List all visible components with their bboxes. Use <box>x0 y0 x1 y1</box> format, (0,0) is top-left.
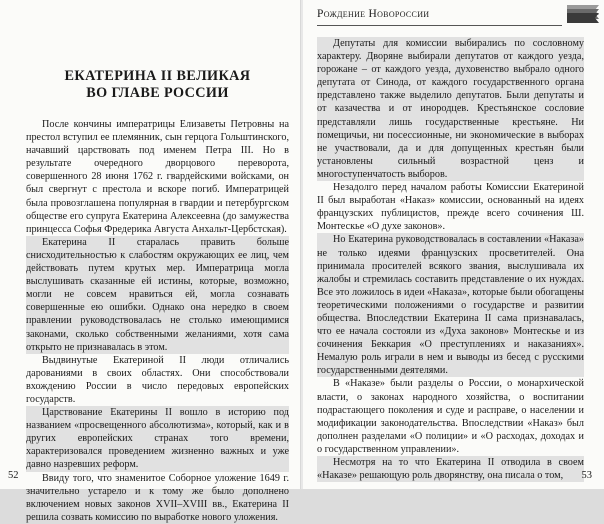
chapter-title-line-2: ВО ГЛАВЕ РОССИИ <box>86 85 229 101</box>
chapter-title <box>26 68 289 102</box>
left-paragraph-4: Царствование Екатерины II вошло в историю под названием «просвещенного абсолютизма», который, как и в других европейских странах того времени, характеризовался проведением жизненно важных и уже давно назревших реформ. <box>26 407 289 471</box>
left-page-number: 52 <box>8 470 19 481</box>
right-page <box>303 0 604 489</box>
left-page <box>0 0 301 523</box>
running-head: Рождение Новороссии <box>317 8 430 20</box>
tricolor-ribbon-icon <box>565 3 601 27</box>
left-paragraph-5: Ввиду того, что знаменитое Соборное уложение 1649 г. значительно устарело и к тому же было дополнено включением новых законов XVII–XVIII вв., Екатерина II решила созвать комиссию по выработке нового уложения. <box>26 472 289 523</box>
left-paragraph-1: После кончины императрицы Елизаветы Петровны на престол вступил ее племянник, сын герцога Гольштинского, начавший царствовать под именем Петра III. Но в результате очередного дворцового переворота, совершенного 28 июня 1762 г. гвардейскими войсками, он был свергнут с престола и вскоре погиб. Императрицей была провозглашена популярная в гвардии и петербургском обществе его супруга Екатерина Алексеевна (до замужества принцесса Софья Фредерика Августа Анхальт-Цербстская). <box>26 119 289 235</box>
right-paragraph-4: В «Наказе» были разделы о России, о монархической власти, о законах народного хозяйства, о воспитании подрастающего поколения и суде и расправе, о населении и модификации законодательства. Впоследствии «Наказ» был дополнен разделами «О полиции» и «О расходах, доходах и о государственном управлении». <box>317 378 584 455</box>
left-text-column <box>26 50 289 523</box>
right-paragraph-3: Но Екатерина руководствовалась в составлении «Наказа» не только идеями французских просветителей. Она принимала просителей всякого звания, выслушивала их жалобы и стремилась составить представление о их нуждах. Все это ложилось в идеи «Наказа», которые были обогащены теоретическими положениями о государстве и развитии общества. Впоследствии Екатерина II сама признавалась, что ее начала состояли из «Духа законов» Монтескье и из сочинения Беккария «О преступлениях и наказаниях». Немалую роль играли в нем и выводы из бесед с русскими государственными деятелями. <box>317 234 584 377</box>
left-paragraph-2: Екатерина II старалась править больше снисходительностью к слабостям окружающих ее лиц, чем действовать путем крутых мер. Императрица могла выслушивать сказанные ей истины, которые, возможно, могли не совсем нравиться ей, могла сознавать совершенные ею ошибки. Однако она нередко в своем правлении руководствовалась не столько имеющимися законами, сколько собственными желаниями, хотя сама открыто не признавалась в этом. <box>26 236 289 353</box>
running-head-rule <box>317 25 562 26</box>
right-paragraph-1: Депутаты для комиссии выбирались по сословному характеру. Дворяне выбирали депутатов от каждого уезда, горожане – от каждого уезда, духовенство выбрало одного депутата от Синода, от каждого государственного органа представлено также выделило депутатов. Были депутаты и от казачества и от инородцев. Крестьянское сословие представляли лишь государственные крестьяне. Ни помещичьи, ни посессионные, ни экономические в выборах не участвовали, да и для допущенных крестьян были установлены сильный возрастной ценз и многоступенчатость выборов. <box>317 38 584 180</box>
right-page-number: 53 <box>581 470 592 481</box>
right-text-column <box>317 37 584 482</box>
left-paragraph-3: Выдвинутые Екатериной II люди отличались дарованиями в своих областях. Они способствовали вхождению России в число передовых европейских государств. <box>26 354 289 405</box>
chapter-title-line-1: ЕКАТЕРИНА II ВЕЛИКАЯ <box>64 68 251 84</box>
right-paragraph-5: Несмотря на то что Екатерина II отводила в своем «Наказе» решающую роль дворянству, она писала о том, <box>317 457 584 482</box>
right-paragraph-2: Незадолго перед началом работы Комиссии Екатериной II был выработан «Наказ» комиссии, основанный на идеях французских публицистов, прежде всего сочинения Ш. Монтескье «О духе законов». <box>317 182 584 233</box>
